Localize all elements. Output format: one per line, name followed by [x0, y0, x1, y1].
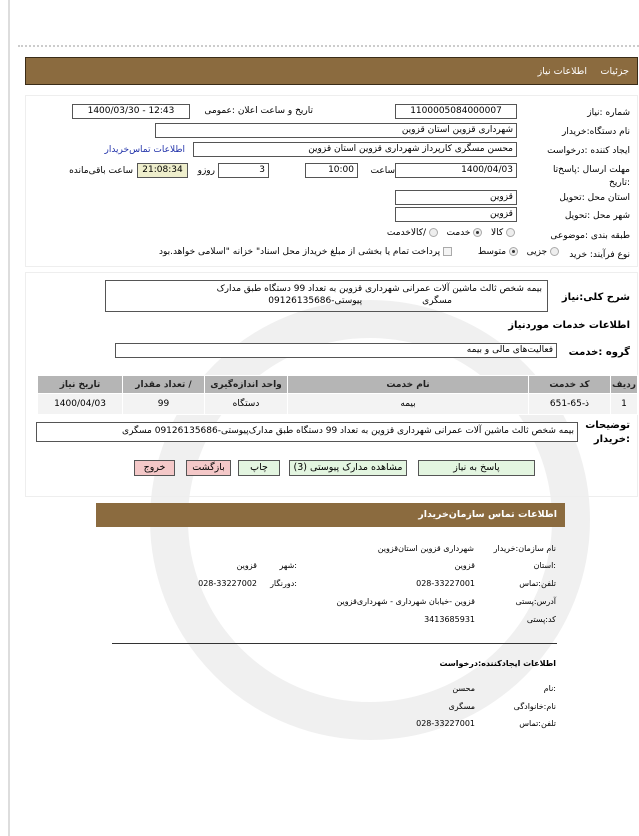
- city-field: قزوین: [395, 207, 517, 222]
- creator-field: محسن مسگری کارپرداز شهرداری قزوین استان قزوین: [193, 142, 517, 157]
- treasury-checkbox[interactable]: [443, 247, 452, 256]
- summary-label: شرح کلی:نیاز: [561, 292, 630, 303]
- buyer-contact-link[interactable]: اطلاعات تماس‌خریدار: [104, 145, 185, 155]
- contact-divider: [112, 643, 557, 644]
- org-value: شهرداری قزوین استان‌قزوین: [377, 544, 474, 553]
- service-group-label: گروه :خدمت: [568, 347, 630, 358]
- buyer-notes-box: بیمه شخص ثالث ماشین آلات عمرانی شهرداری قزوین به تعداد 99 دستگاه طبق مدارک‌پیوستی-09126135686 مسگری: [36, 422, 578, 442]
- col-name: نام خدمت: [288, 376, 529, 394]
- cell-row: 1: [611, 394, 638, 415]
- exit-button[interactable]: خروج: [134, 460, 175, 476]
- radio-service-label: خدمت: [446, 228, 471, 238]
- tab-details[interactable]: جزئیات: [600, 66, 629, 77]
- col-unit: واحد اندازه‌گیری: [205, 376, 288, 394]
- reply-button[interactable]: پاسخ به نیاز: [418, 460, 535, 476]
- postal-label: کد:پستی: [526, 615, 556, 624]
- creator-phone-label: تلفن:تماس: [519, 719, 556, 728]
- need-number-field: 1100005084000007: [395, 104, 517, 119]
- fax-label: :دورنگار: [270, 579, 297, 588]
- summary-line-2b: پیوستی-09126135686: [268, 296, 363, 306]
- announce-field: 1400/03/30 - 12:43: [72, 104, 190, 119]
- city-value: قزوین: [236, 561, 257, 570]
- deadline-label: مهلت ارسال :پاسخ‌تا: [552, 165, 630, 175]
- province-field: قزوین: [395, 190, 517, 205]
- creator-name-value: محسن: [452, 684, 475, 693]
- creator-family-value: مسگری: [448, 702, 475, 711]
- page-left-border: [8, 0, 10, 836]
- phone-label: تلفن:تماس: [519, 579, 556, 588]
- radio-goods-service-label: /کالاخدمت: [386, 228, 427, 238]
- table-row: [38, 394, 638, 415]
- time-label: ساعت: [370, 166, 395, 176]
- tab-need-info[interactable]: اطلاعات نیاز: [537, 66, 587, 77]
- buyer-notes-label: توضیحات: [585, 420, 630, 431]
- contact-title: اطلاعات تماس سازمان‌خریدار: [418, 509, 557, 520]
- radio-medium-label: متوسط: [477, 247, 507, 257]
- cell-code: ذ-65-651: [529, 394, 611, 415]
- process-row: [159, 247, 559, 257]
- radio-service[interactable]: [473, 228, 482, 237]
- deadline-label-2: :تاریخ: [609, 178, 630, 188]
- time-field: 10:00: [305, 163, 358, 178]
- buyer-field: شهرداری قزوین استان قزوین: [155, 123, 517, 138]
- city-label: :شهر: [279, 561, 297, 570]
- cell-date: 1400/04/03: [38, 394, 123, 415]
- category-radios: [387, 228, 515, 238]
- treasury-note: پرداخت تمام یا بخشی از مبلغ خریداز محل اسناد" خزانه "اسلامی خواهد.بود: [158, 247, 441, 257]
- col-row: ردیف: [611, 376, 638, 394]
- radio-goods-service[interactable]: [429, 228, 438, 237]
- cell-unit: دستگاه: [205, 394, 288, 415]
- category-label: طبقه بندی :موضوعی: [550, 231, 630, 241]
- summary-box: [105, 280, 548, 312]
- creator-label: ایجاد کننده :درخواست: [547, 146, 630, 156]
- phone-value: 028-33227001: [416, 579, 475, 588]
- address-value: قزوین -خیابان شهرداری - شهرداری‌قزوین: [336, 597, 475, 606]
- deadline-date-field: 1400/04/03: [395, 163, 517, 178]
- days-field: 3: [218, 163, 269, 178]
- need-info-panel: [25, 95, 638, 267]
- remaining-label: ساعت باقی‌مانده: [69, 166, 133, 176]
- creator-family-label: نام:خانوادگی: [513, 702, 556, 711]
- contact-header: [96, 503, 565, 527]
- services-table: [37, 375, 638, 415]
- province-value: قزوین: [454, 561, 475, 570]
- announce-label: تاریخ و ساعت اعلان :عمومی: [204, 106, 313, 116]
- divider: [18, 45, 639, 47]
- col-date: تاریخ نیاز: [38, 376, 123, 394]
- postal-value: 3413685931: [424, 615, 475, 624]
- summary-line-1: بیمه شخص ثالث ماشین آلات عمرانی شهرداری قزوین به تعداد 99 دستگاه طبق مدارک: [216, 284, 542, 294]
- col-code: کد خدمت: [529, 376, 611, 394]
- service-group-field: فعالیت‌های مالی و بیمه: [115, 343, 557, 358]
- radio-minor[interactable]: [550, 247, 559, 256]
- view-documents-button[interactable]: مشاهده مدارک پیوستی (3): [289, 460, 407, 476]
- col-qty: / تعداد مقدار: [123, 376, 205, 394]
- province-label: استان محل :تحویل: [559, 193, 630, 203]
- radio-goods[interactable]: [506, 228, 515, 237]
- need-number-label: شماره :نیاز: [587, 108, 630, 118]
- services-title: اطلاعات خدمات موردنیاز: [508, 320, 630, 331]
- cell-qty: 99: [123, 394, 205, 415]
- creator-name-label: :نام: [543, 684, 556, 693]
- remaining-time-field: 21:08:34: [137, 163, 188, 178]
- radio-medium[interactable]: [509, 247, 518, 256]
- buyer-label: نام دستگاه:خریدار: [561, 127, 630, 137]
- province-label: :استان: [533, 561, 556, 570]
- buyer-notes-label-2: :خریدار: [593, 434, 630, 445]
- table-header: [38, 376, 638, 394]
- radio-minor-label: جزیی: [526, 247, 548, 257]
- header-bar: [25, 57, 638, 85]
- back-button[interactable]: بازگشت: [186, 460, 231, 476]
- org-label: نام سازمان:خریدار: [493, 544, 556, 553]
- days-label: روزو: [197, 166, 215, 176]
- city-label: شهر محل :تحویل: [564, 211, 630, 221]
- creator-phone-value: 028-33227001: [416, 719, 475, 728]
- creator-info-title: اطلاعات ایجادکننده:درخواست: [439, 659, 556, 668]
- summary-line-2a: مسگری: [422, 296, 452, 306]
- radio-goods-label: کالا: [490, 228, 504, 238]
- process-label: نوع فرآیند: خرید: [569, 250, 630, 260]
- fax-value: 028-33227002: [198, 579, 257, 588]
- cell-name: بیمه: [288, 394, 529, 415]
- print-button[interactable]: چاپ: [238, 460, 280, 476]
- address-label: آدرس:پستی: [515, 597, 556, 606]
